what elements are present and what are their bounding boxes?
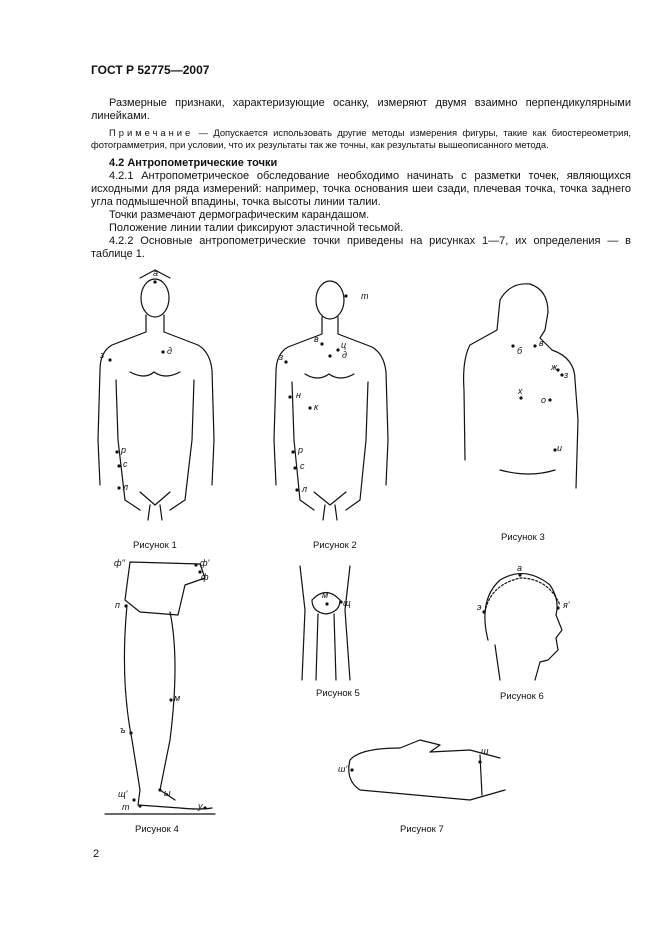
fig2-label: ц (341, 340, 347, 350)
figure-5-knee (300, 566, 350, 680)
fig2-label: д (342, 350, 347, 360)
fig1-label: а (153, 268, 159, 278)
fig3-label: и (557, 443, 563, 453)
fig6-label: я' (563, 600, 570, 610)
section-title: 4.2 Антропометрические точки (109, 157, 278, 169)
fig3-caption: Рисунок 3 (501, 532, 545, 543)
fig2-caption: Рисунок 2 (313, 540, 357, 551)
fig4-label: ъ (120, 725, 126, 735)
fig3-label: в (539, 338, 544, 348)
paragraph-waist: Положение линии талии фиксируют эластичной тесьмой. (109, 222, 404, 234)
fig1-label: д (167, 346, 172, 356)
fig1-label: з (100, 350, 105, 360)
fig2-label: с (300, 461, 305, 471)
fig1-caption: Рисунок 1 (133, 540, 177, 551)
paragraph-posture: Размерные признаки, характеризующие осанку, измеряют двумя взаимно перпендикулярными линейками. (91, 97, 631, 122)
fig3-label: ж (551, 362, 558, 372)
fig4-caption: Рисунок 4 (135, 824, 179, 835)
fig2-label: л (302, 484, 308, 494)
fig6-label: а (517, 563, 523, 573)
page-number: 2 (93, 848, 100, 860)
fig4-label: ф'' (114, 558, 125, 568)
paragraph-4-2-1: 4.2.1 Антропометрическое обследование необходимо начинать с разметки точек, являющихся исходными для ряда измерений: например, точка основания шеи сзади, плечевая точка, точка заднего угла подмышечной впадины, точка высоты линии талии. (91, 170, 631, 208)
note-text: — Допускается использовать другие методы измерения фигуры, такие как биостереометрия, фотограмметрия, при условии, что их результаты так же точны, как результаты вышеописанного метода. (91, 127, 631, 150)
fig3-label: з (564, 370, 569, 380)
fig6-label: э (477, 602, 482, 612)
fig1-label: л (123, 482, 129, 492)
fig7-caption: Рисунок 7 (400, 824, 444, 835)
fig1-label: р (121, 445, 127, 455)
document-id: ГОСТ Р 52775—2007 (91, 63, 210, 77)
fig4-label: у (198, 801, 203, 811)
fig4-label: ф (201, 572, 209, 582)
fig4-label: м (174, 693, 181, 703)
fig7-label: ш'' (338, 764, 349, 774)
fig2-label: к (314, 402, 319, 412)
paragraph-marks: Точки размечают дермографическим карандашом. (109, 209, 370, 221)
figure-1-body (98, 270, 214, 520)
fig2-label: в (314, 334, 319, 344)
note-label: Примечание (109, 127, 194, 138)
paragraph-4-2-2: 4.2.2 Основные антропометрические точки приведены на рисунках 1—7, их определения — в таблице 1. (91, 235, 631, 260)
fig3-label: о (541, 395, 547, 405)
fig2-label: н (296, 390, 301, 400)
fig1-label: с (123, 459, 128, 469)
fig4-label: ы (164, 788, 171, 798)
fig3-label: б (517, 346, 523, 356)
figure-4-leg (105, 562, 215, 814)
fig2-label: т (361, 291, 369, 301)
fig3-label: х (518, 386, 523, 396)
fig4-label: ф' (200, 558, 210, 568)
fig5-label: щ (343, 598, 351, 608)
fig2-label: р (298, 445, 304, 455)
figure-2-body (274, 281, 388, 520)
fig4-label: т (122, 802, 130, 812)
fig4-label: щ' (118, 789, 128, 799)
fig4-label: п (115, 600, 120, 610)
fig6-caption: Рисунок 6 (500, 691, 544, 702)
fig2-label: з (279, 352, 284, 362)
fig7-label: ш (481, 746, 489, 756)
fig5-caption: Рисунок 5 (316, 688, 360, 699)
figure-6-head (485, 574, 562, 680)
fig5-label: м (322, 590, 329, 600)
